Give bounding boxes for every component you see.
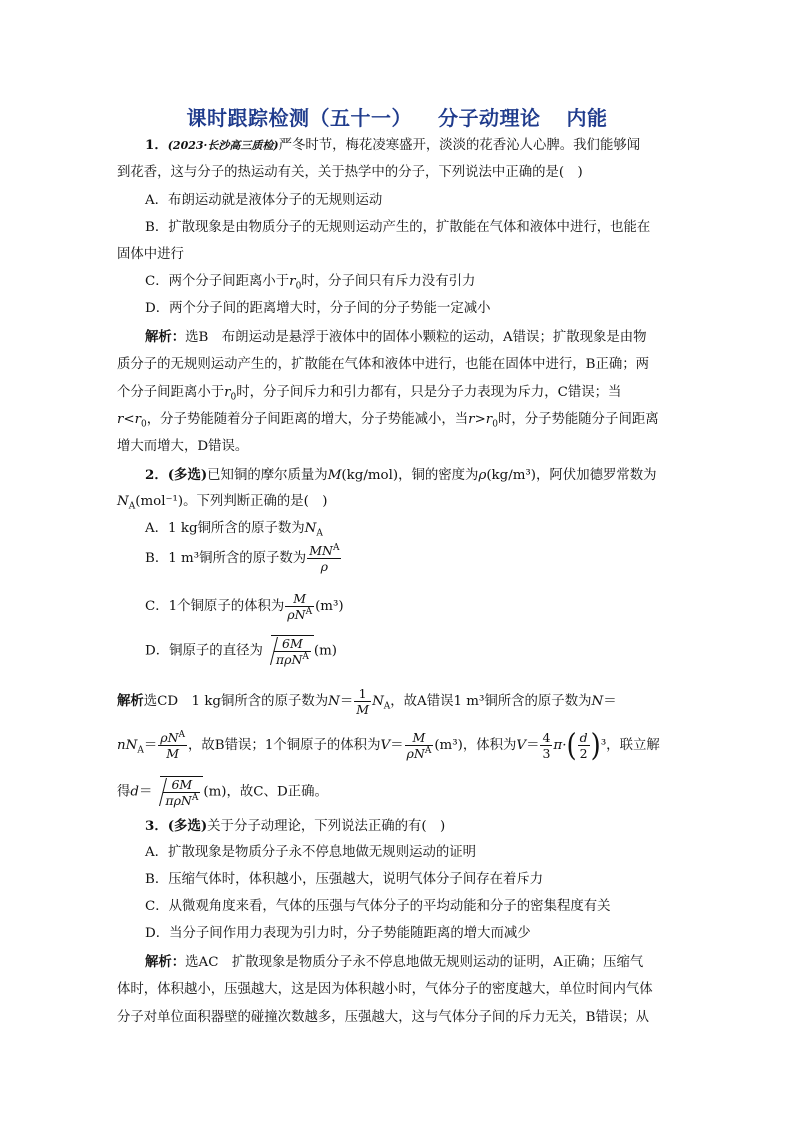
q1-option-b-line2: 固体中进行 bbox=[117, 247, 184, 262]
page-title bbox=[0, 102, 794, 131]
title-subtopic: 内能 bbox=[566, 106, 608, 130]
q1-answer-line2: 质分子的无规则运动产生的，扩散能在气体和液体中进行，也能在固体中进行，B正确；两 bbox=[117, 357, 650, 372]
q2-answer-line1: 解析选CD 1 kg铜所含的原子数为N＝ $\frac{1}{M}$ $N_A$，故A错误1 m³铜所含的原子数为N＝ bbox=[117, 686, 617, 717]
q1-answer-line3: 个分子间距离小于$r_0$时，分子间斥力和引力都有，只是分子力表现为斥力，C错误；当 bbox=[117, 385, 622, 403]
q1-option-a: A．布朗运动就是液体分子的无规则运动 bbox=[145, 193, 383, 208]
q3-answer-line3: 分子对单位面积器壁的碰撞次数越多，压强越大，这与气体分子间的斥力无关，B错误；从 bbox=[117, 1010, 650, 1025]
sqrt-expression: $\frac{6M}{\pi\rho N^A}$ bbox=[263, 635, 314, 667]
q2-answer-label: 解析 bbox=[117, 693, 144, 709]
q3-tag: (多选) bbox=[167, 818, 208, 834]
title-main: 课时跟踪检测（五十一） bbox=[186, 106, 412, 130]
q2-stem-line2: $N_A(mol^{-1})$。下列判断正确的是( ) bbox=[117, 494, 328, 512]
q1-source: (2023·长沙高三质检) bbox=[167, 139, 279, 152]
q1-answer-line4: $r<r_0$，分子势能随着分子间距离的增大，分子势能减小，当$r>r_0$时，分子势能随分子间距离 bbox=[117, 412, 659, 430]
q2-answer-line2: $nN_A=$ $\frac{\rho N^A}{M}$ ，故B错误；1个铜原子的体积为V＝ $\frac{M}{\rho N^A}$ (m³)，体积为V＝ $\frac{4}{3}$ π·( $\frac{d}{2}$ )³，联立解 bbox=[117, 727, 660, 764]
q2-stem-line1: 2．(多选)已知铜的摩尔质量为M(kg/mol)，铜的密度为ρ(kg/m³)，阿伏加德罗常数为 bbox=[145, 467, 657, 483]
q3-stem: 3．(多选)关于分子动理论，下列说法正确的有( ) bbox=[145, 818, 446, 834]
q2-option-c: C．1个铜原子的体积为 $\frac{M}{\rho N^A}$ (m³) bbox=[145, 591, 344, 622]
q1-answer-line5: 增大而增大，D错误。 bbox=[117, 439, 249, 454]
q2-option-b: B．1 m³铜所含的原子数为 $\frac{MN^A}{\rho}$ bbox=[145, 542, 340, 574]
q1-answer-line1: 解析：选B 布朗运动是悬浮于液体中的固体小颗粒的运动，A错误；扩散现象是由物 bbox=[145, 329, 647, 345]
q1-option-b-line1: B．扩散现象是由物质分子的无规则运动产生的，扩散能在气体和液体中进行，也能在 bbox=[145, 220, 651, 235]
q2-tag: (多选) bbox=[167, 467, 208, 483]
q1-stem-line2: 到花香，这与分子的热运动有关，关于热学中的分子，下列说法中正确的是( ) bbox=[117, 165, 583, 180]
q2-answer-line3: 得d＝ $\frac{6M}{\pi\rho N^A}$ (m)，故C、D正确。 bbox=[117, 777, 328, 808]
q2-option-a: A．1 kg铜所含的原子数为$N_A$ bbox=[145, 521, 323, 539]
q3-option-c: C．从微观角度来看，气体的压强与气体分子的平均动能和分子的密集程度有关 bbox=[145, 899, 611, 914]
q3-answer-line2: 体时，体积越小，压强越大，这是因为体积越小时，气体分子的密度越大，单位时间内气体 bbox=[117, 982, 653, 997]
q1-option-d: D．两个分子间的距离增大时，分子间的分子势能一定减小 bbox=[145, 301, 491, 316]
q2-option-d: D．铜原子的直径为 $\frac{6M}{\pi\rho N^A}$ (m) bbox=[145, 636, 338, 667]
q1-stem-line1: 1．(2023·长沙高三质检)严冬时节，梅花凌寒盛开，淡淡的花香沁人心脾。我们能够闻 bbox=[145, 137, 641, 153]
title-topic: 分子动理论 bbox=[438, 106, 541, 130]
q3-answer-line1: 解析：选AC 扩散现象是物质分子永不停息地做无规则运动的证明，A正确；压缩气 bbox=[145, 954, 644, 970]
q1-option-c: C．两个分子间距离小于$r_0$时，分子间只有斥力没有引力 bbox=[145, 274, 476, 292]
sqrt-expression: $\frac{6M}{\pi\rho N^A}$ bbox=[152, 776, 203, 808]
q3-answer-label: 解析： bbox=[145, 954, 186, 970]
q1-answer-label: 解析： bbox=[145, 329, 186, 345]
q3-option-b: B．压缩气体时，体积越小，压强越大，说明气体分子间存在着斥力 bbox=[145, 872, 544, 887]
q3-option-a: A．扩散现象是物质分子永不停息地做无规则运动的证明 bbox=[145, 845, 477, 860]
q3-option-d: D．当分子间作用力表现为引力时，分子势能随距离的增大而减少 bbox=[145, 926, 531, 941]
fraction: $\frac{MN^A}{\rho}$ bbox=[309, 542, 340, 574]
fraction: $\frac{M}{\rho N^A}$ bbox=[287, 591, 313, 622]
